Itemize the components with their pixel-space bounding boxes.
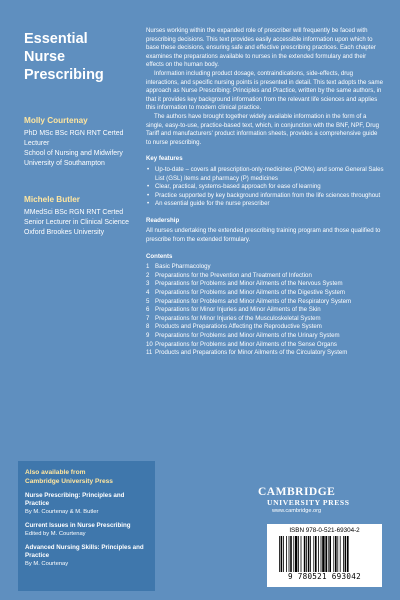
- contents-item: [146, 323, 384, 332]
- also-available-box: [18, 461, 155, 591]
- contents-title: Preparations for Problems and Minor Ailments of the Nervous System: [155, 280, 343, 288]
- contents-item: [146, 306, 384, 315]
- key-features-heading: Key features: [146, 155, 183, 163]
- key-feature-item: • Clear, practical, systems-based approach for ease of learning: [146, 183, 384, 192]
- contents-number: 11: [146, 349, 153, 357]
- related-book: [25, 492, 148, 516]
- key-feature-item: • Practice supported by key background information from the life sciences throughout: [146, 192, 384, 201]
- related-book: [25, 522, 148, 538]
- publisher-url: www.cambridge.org: [272, 508, 322, 514]
- contents-item: [146, 341, 384, 350]
- key-feature-item: • An essential guide for the nurse prescriber: [146, 200, 384, 209]
- contents-item: [146, 315, 384, 324]
- barcode-digits: 9 780521 693042: [287, 572, 362, 581]
- contents-title: Products and Preparations for Minor Ailments of the Circulatory System: [155, 349, 348, 357]
- contents-number: 2: [146, 271, 150, 279]
- contents-item: [146, 298, 384, 307]
- readership-heading: Readership: [146, 216, 180, 224]
- description-paragraph: Information including product dosage, contraindications, side-effects, drug interactions, and specific nursing points is presented in detail. This text adopts the same approach as Nurse Prescribing: Principles and Practice, written by the same authors, in that it provides key background information from the relevant life sciences and applies this information to modern clinical practice.: [146, 69, 383, 112]
- book-title: [24, 30, 136, 84]
- contents-number: 1: [146, 263, 150, 271]
- author-affiliation: Oxford Brookes University: [24, 229, 105, 236]
- contents-item: [146, 289, 384, 298]
- contents-item: [146, 349, 384, 358]
- related-book-authors: Edited by M. Courtenay: [25, 531, 86, 537]
- related-book-title: Advanced Nursing Skills: Principles and Practice: [25, 544, 144, 559]
- right-column: [146, 27, 384, 358]
- book-title-line: Essential: [24, 31, 88, 47]
- author-position: Lecturer: [24, 140, 50, 147]
- contents-number: 8: [146, 323, 150, 331]
- key-feature-item: • Up-to-date – covers all prescription-only-medicines (POMs) and some General Sales List (GSL) items and pharmacy (P) medicines: [146, 166, 384, 183]
- contents-number: 7: [146, 314, 150, 322]
- description-paragraph: The authors have brought together widely available information in the form of a single, easy-to-use, practice-based text, which, in conjunction with the BNF, NPF, Drug Tariff and manufacturers' product information sheets, provides a comprehensive guide to nurse prescribing.: [146, 112, 380, 146]
- contents-title: Preparations for Problems and Minor Ailments of the Digestive System: [155, 289, 346, 297]
- also-available-heading-line: Cambridge University Press: [25, 478, 113, 485]
- author-affiliation: University of Southampton: [24, 160, 105, 167]
- contents-title: Preparations for Problems and Minor Ailments of the Respiratory System: [155, 297, 352, 305]
- related-book: [25, 544, 148, 568]
- isbn-label: ISBN 978-0-521-69304-2: [289, 527, 360, 534]
- author-name: Michele Butler: [24, 195, 80, 204]
- key-features-list: [146, 166, 384, 209]
- contents-title: Preparations for Problems and Minor Ailments of the Sense Organs: [155, 340, 337, 348]
- publisher-logo: [258, 486, 378, 515]
- contents-number: 4: [146, 289, 150, 297]
- contents-number: 3: [146, 280, 150, 288]
- barcode-icon: [277, 536, 373, 572]
- contents-list: [146, 263, 384, 358]
- contents-title: Products and Preparations Affecting the Reproductive System: [155, 323, 322, 331]
- author-credential: PhD MSc BSc RGN RNT Certed: [24, 130, 124, 137]
- publisher-subtitle: UNIVERSITY PRESS: [267, 498, 350, 507]
- left-column: [24, 30, 136, 264]
- publisher-name: CAMBRIDGE: [258, 486, 336, 498]
- related-book-authors: By M. Courtenay: [25, 561, 69, 567]
- contents-item: [146, 280, 384, 289]
- contents-title: Preparations for Problems and Minor Ailments of the Urinary System: [155, 332, 340, 339]
- author-name: Molly Courtenay: [24, 116, 88, 125]
- contents-title: Preparations for the Prevention and Treatment of Infection: [155, 271, 312, 279]
- readership-text: All nurses undertaking the extended prescribing training program and those qualified to prescribe from the extended formulary.: [146, 227, 381, 244]
- contents-number: 6: [146, 306, 150, 314]
- contents-title: Preparations for Minor Injuries and Minor Ailments of the Skin: [155, 306, 321, 314]
- book-title-line: Prescribing: [24, 67, 104, 83]
- author-block: [24, 116, 136, 169]
- contents-number: 9: [146, 332, 150, 339]
- author-affiliation: School of Nursing and Midwifery: [24, 150, 123, 157]
- also-available-heading-line: Also available from: [25, 469, 86, 476]
- description-paragraph: Nurses working within the expanded role of prescriber will frequently be faced with prescribing decisions. This text provides easily accessible information upon which to base these decisions, ensuring safe and effective prescribing practices. Each chapter examines the preparations available to nurses in the extended formulary and their effects on the human body.: [146, 27, 376, 69]
- contents-title: Preparations for Minor Injuries of the Musculoskeletal System: [155, 314, 321, 322]
- contents-heading: Contents: [146, 252, 173, 260]
- related-book-authors: By M. Courtenay & M. Butler: [25, 509, 99, 515]
- contents-title: Basic Pharmacology: [155, 263, 211, 271]
- contents-number: 5: [146, 297, 150, 305]
- author-position: Senior Lecturer in Clinical Science: [24, 219, 129, 226]
- contents-item: [146, 332, 384, 341]
- contents-number: 10: [146, 340, 153, 348]
- contents-item: [146, 272, 384, 281]
- book-title-line: Nurse: [24, 49, 66, 65]
- author-credential: MMedSci BSc RGN RNT Certed: [24, 209, 124, 216]
- related-book-title: Current Issues in Nurse Prescribing: [25, 522, 131, 529]
- barcode-box: [267, 524, 382, 587]
- contents-item: [146, 263, 384, 272]
- author-block: [24, 195, 136, 238]
- related-book-title: Nurse Prescribing: Principles and Practice: [25, 492, 125, 507]
- also-available-heading: [25, 468, 148, 486]
